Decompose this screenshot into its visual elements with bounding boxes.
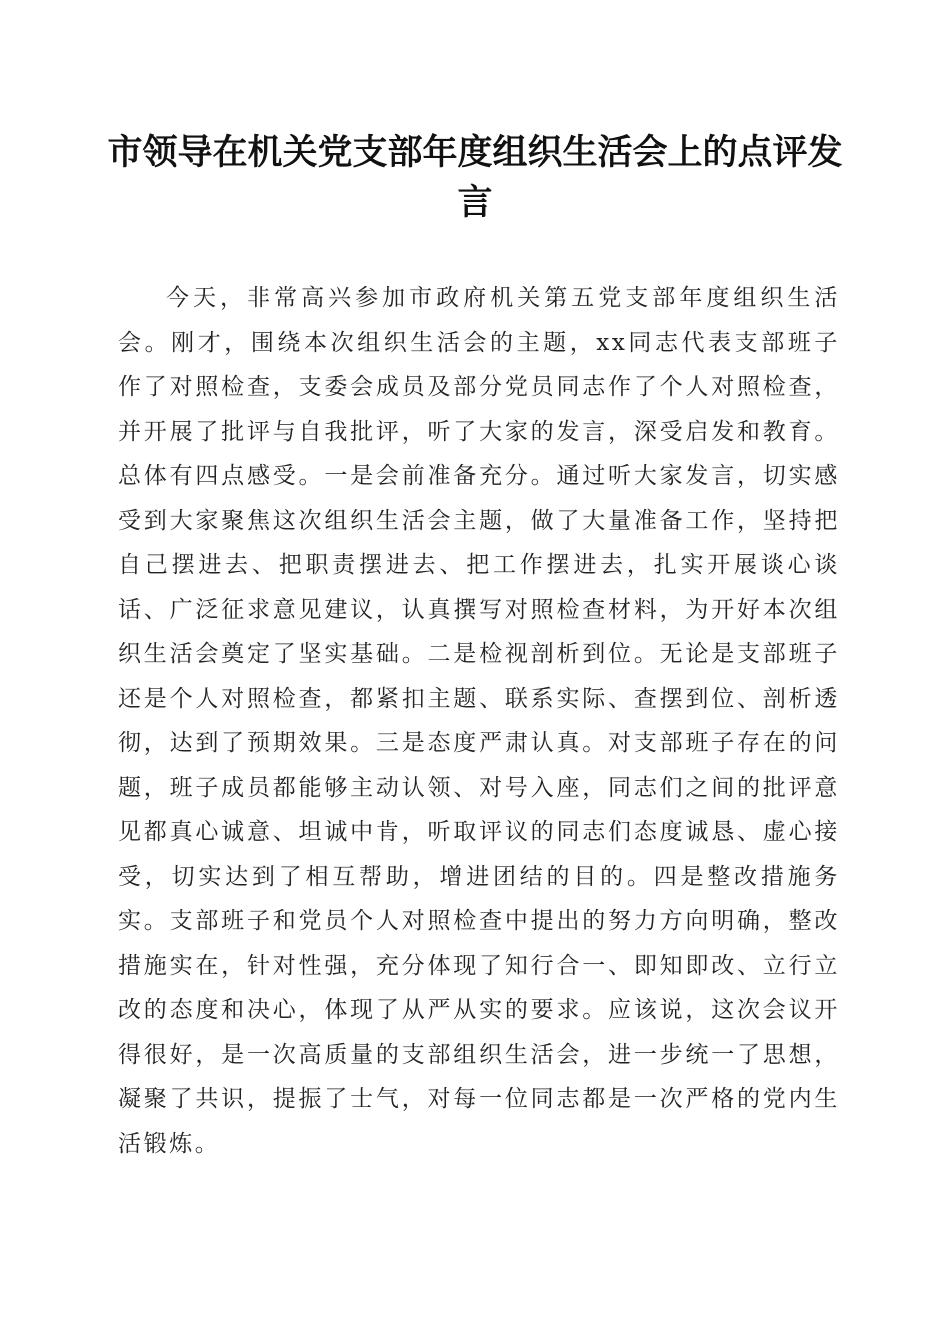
document-title: 市领导在机关党支部年度组织生活会上的点评发言 [107, 132, 843, 223]
body-paragraph: 今天，非常高兴参加市政府机关第五党支部年度组织生活会。刚才，围绕本次组织生活会的主题，xx同志代表支部班子作了对照检查，支委会成员及部分党员同志作了个人对照检查，并开展了批评与自我批评，听了大家的发言，深受启发和教育。总体有四点感受。一是会前准备充分。通过听大家发言，切实感受到大家聚焦这次组织生活会主题，做了大量准备工作，坚持把自己摆进去、把职责摆进去、把工作摆进去，扎实开展谈心谈话、广泛征求意见建议，认真撰写对照检查材料，为开好本次组织生活会奠定了坚实基础。二是检视剖析到位。无论是支部班子还是个人对照检查，都紧扣主题、联系实际、查摆到位、剖析透彻，达到了预期效果。三是态度严肃认真。对支部班子存在的问题，班子成员都能够主动认领、对号入座，同志们之间的批评意见都真心诚意、坦诚中肯，听取评议的同志们态度诚恳、虚心接受，切实达到了相互帮助，增进团结的目的。四是整改措施务实。支部班子和党员个人对照检查中提出的努力方向明确，整改措施实在，针对性强，充分体现了知行合一、即知即改、立行立改的态度和决心，体现了从严从实的要求。应该说，这次会议开得很好，是一次高质量的支部组织生活会，进一步统一了思想，凝聚了共识，提振了士气，对每一位同志都是一次严格的党内生活锻炼。 [118, 285, 840, 1157]
